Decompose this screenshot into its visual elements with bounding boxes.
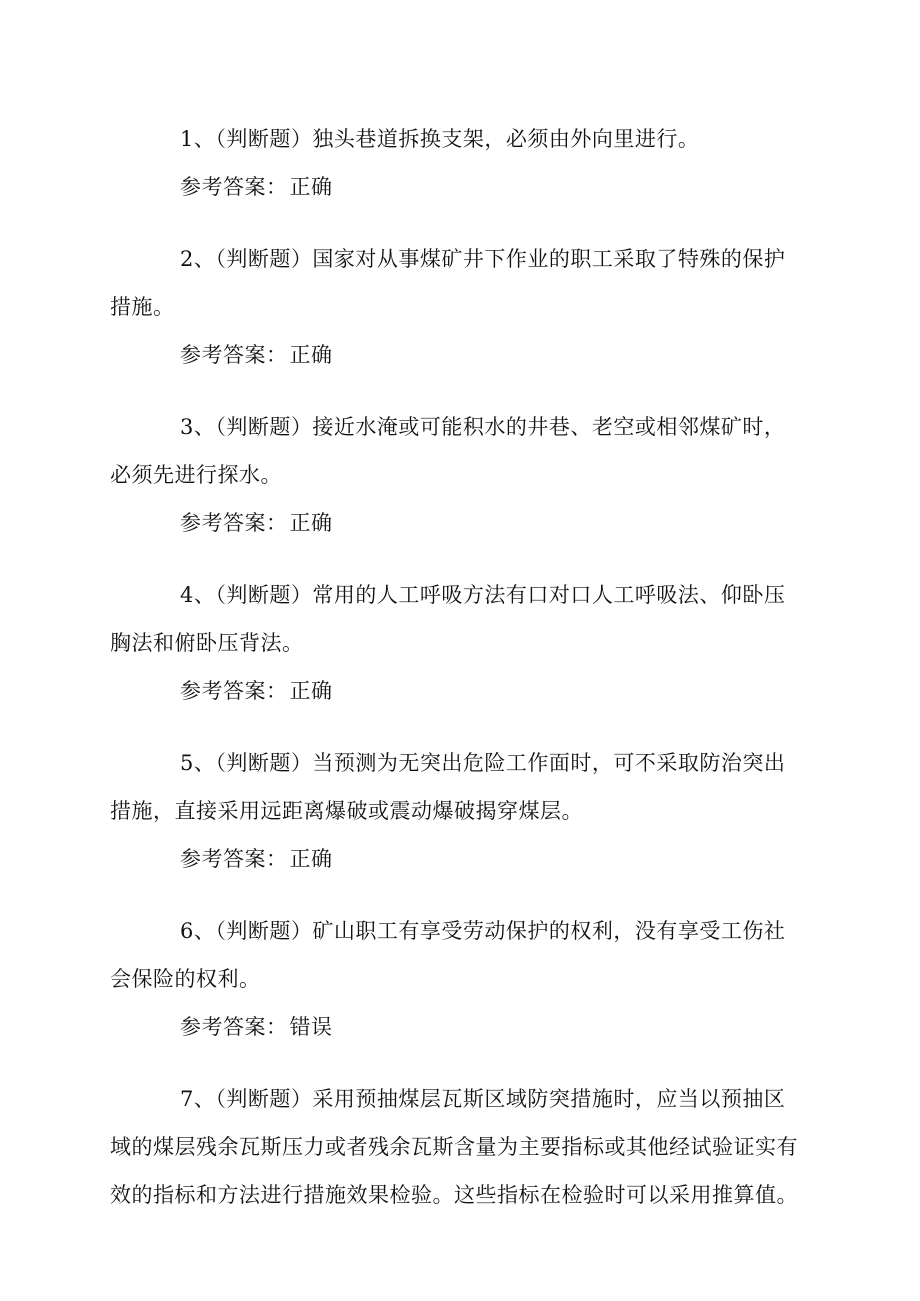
answer-line [110, 835, 800, 883]
answer-line [110, 499, 800, 547]
answer-value: 正确 [289, 511, 333, 535]
question-text: 4、（判断题）常用的人工呼吸方法有口对口人工呼吸法、仰卧压胸法和俯卧压背法。 [110, 583, 786, 655]
question-text: 3、（判断题）接近水淹或可能积水的井巷、老空或相邻煤矿时，必须先进行探水。 [110, 415, 786, 487]
answer-label: 参考答案： [180, 511, 288, 535]
answer-value: 正确 [289, 847, 333, 871]
answer-line [110, 331, 800, 379]
answer-line [110, 1003, 800, 1051]
question-text: 6、（判断题）矿山职工有享受劳动保护的权利，没有享受工伤社会保险的权利。 [110, 919, 786, 991]
answer-label: 参考答案： [180, 847, 288, 871]
answer-label: 参考答案： [180, 343, 288, 367]
answer-label: 参考答案： [180, 175, 288, 199]
question-item-6 [110, 907, 800, 1051]
question-text: 2、（判断题）国家对从事煤矿井下作业的职工采取了特殊的保护措施。 [110, 247, 786, 319]
question-text: 5、（判断题）当预测为无突出危险工作面时，可不采取防治突出措施，直接采用远距离爆破或震动爆破揭穿煤层。 [110, 751, 786, 823]
answer-value: 正确 [289, 343, 333, 367]
answer-label: 参考答案： [180, 679, 288, 703]
answer-line [110, 667, 800, 715]
answer-line [110, 163, 800, 211]
answer-value: 错误 [289, 1015, 333, 1039]
question-text: 7、（判断题）采用预抽煤层瓦斯区域防突措施时，应当以预抽区域的煤层残余瓦斯压力或者残余瓦斯含量为主要指标或其他经试验证实有效的指标和方法进行措施效果检验。这些指标在检验时可以采用推算值。 [110, 1087, 798, 1207]
question-text: 1、（判断题）独头巷道拆换支架，必须由外向里进行。 [180, 127, 700, 151]
question-item-5 [110, 739, 800, 883]
question-item-2 [110, 235, 800, 379]
answer-label: 参考答案： [180, 1015, 288, 1039]
question-item-3 [110, 403, 800, 547]
question-item-1 [110, 115, 800, 211]
question-item-4 [110, 571, 800, 715]
answer-value: 正确 [289, 175, 333, 199]
answer-value: 正确 [289, 679, 333, 703]
question-item-7 [110, 1075, 800, 1219]
